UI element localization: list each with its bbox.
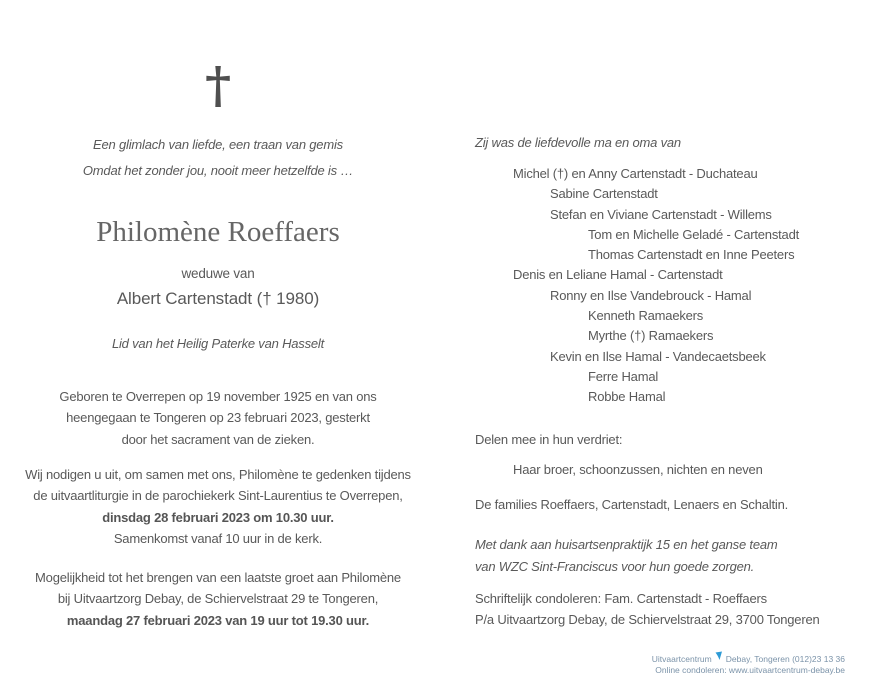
- footer-brand-suffix: Debay, Tongeren (012)23 13 36: [725, 654, 845, 664]
- service-paragraph: [22, 464, 414, 550]
- birth-death-line: heengegaan te Tongeren op 23 februari 2023, gesterkt: [66, 410, 370, 426]
- family-member: Ronny en Ilse Vandebrouck - Hamal: [550, 287, 752, 303]
- debay-logo-icon: [715, 651, 723, 661]
- condolence-line: P/a Uitvaartzorg Debay, de Schiervelstraat 29, 3700 Tongeren: [475, 611, 820, 627]
- memorial-verse: [22, 132, 414, 183]
- birth-death-line: Geboren te Overrepen op 19 november 1925 en van ons: [59, 389, 377, 404]
- condolence-line: Schriftelijk condoleren: Fam. Cartenstadt - Roeffaers: [475, 591, 767, 606]
- family-member: Ferre Hamal: [588, 368, 659, 384]
- family-member: Kenneth Ramaekers: [588, 308, 704, 324]
- family-list: [475, 164, 869, 408]
- family-intro-line: Zij was de liefdevolle ma en oma van: [475, 135, 681, 150]
- latin-cross-icon: †: [205, 55, 231, 114]
- mourning-relatives: Haar broer, schoonzussen, nichten en neven: [513, 462, 763, 477]
- visitation-paragraph: [22, 567, 414, 631]
- deceased-name: Philomène Roeffaers: [96, 216, 340, 248]
- visitation-line: bij Uitvaartzorg Debay, de Schiervelstraat 29 te Tongeren,: [57, 591, 379, 607]
- families-line: De families Roeffaers, Cartenstadt, Lenaers en Schaltin.: [475, 497, 789, 512]
- mourning-label: Delen mee in hun verdriet:: [475, 432, 623, 447]
- birth-death-paragraph: [22, 386, 414, 450]
- family-member: Myrthe (†) Ramaekers: [588, 328, 714, 344]
- family-member: Denis en Leliane Hamal - Cartenstadt: [513, 267, 723, 283]
- funeral-home-footer: [652, 651, 845, 675]
- widow-label: weduwe van: [181, 266, 255, 281]
- family-member: Thomas Cartenstadt en Inne Peeters: [588, 247, 795, 263]
- family-member: Michel (†) en Anny Cartenstadt - Duchateau: [513, 166, 758, 181]
- birth-death-line: door het sacrament van de zieken.: [121, 431, 315, 447]
- footer-online-condolence: Online condoleren: www.uitvaartcentrum-debay.be: [655, 664, 845, 675]
- family-member: Tom en Michelle Geladé - Cartenstadt: [588, 226, 800, 242]
- service-line: Wij nodigen u uit, om samen met ons, Philomène te gedenken tijdens: [25, 467, 411, 482]
- family-member: Kevin en Ilse Hamal - Vandecaetsbeek: [550, 348, 766, 364]
- spouse-name: Albert Cartenstadt († 1980): [116, 289, 320, 308]
- family-member: Robbe Hamal: [588, 389, 666, 405]
- footer-brand-line: [652, 651, 845, 665]
- visitation-datetime: maandag 27 februari 2023 van 19 uur tot 19.30 uur.: [66, 612, 370, 628]
- thanks-paragraph: [475, 534, 860, 578]
- family-member: Stefan en Viviane Cartenstadt - Willems: [550, 206, 772, 222]
- footer-brand-prefix: Uitvaartcentrum: [651, 654, 712, 664]
- visitation-line: Mogelijkheid tot het brengen van een laatste groet aan Philomène: [35, 570, 401, 585]
- family-member: Sabine Cartenstadt: [550, 186, 658, 202]
- thanks-line: van WZC Sint-Franciscus voor hun goede zorgen.: [475, 559, 755, 574]
- membership-line: Lid van het Heilig Paterke van Hasselt: [111, 336, 325, 351]
- service-line: de uitvaartliturgie in de parochiekerk Sint-Laurentius te Overrepen,: [33, 488, 403, 504]
- service-gathering: Samenkomst vanaf 10 uur in de kerk.: [113, 531, 323, 547]
- thanks-line: Met dank aan huisartsenpraktijk 15 en het ganse team: [475, 537, 778, 552]
- condolence-paragraph: [475, 589, 860, 630]
- verse-line: Omdat het zonder jou, nooit meer hetzelfde is …: [82, 162, 354, 178]
- verse-line: Een glimlach van liefde, een traan van gemis: [93, 137, 343, 152]
- service-datetime: dinsdag 28 februari 2023 om 10.30 uur.: [102, 509, 334, 525]
